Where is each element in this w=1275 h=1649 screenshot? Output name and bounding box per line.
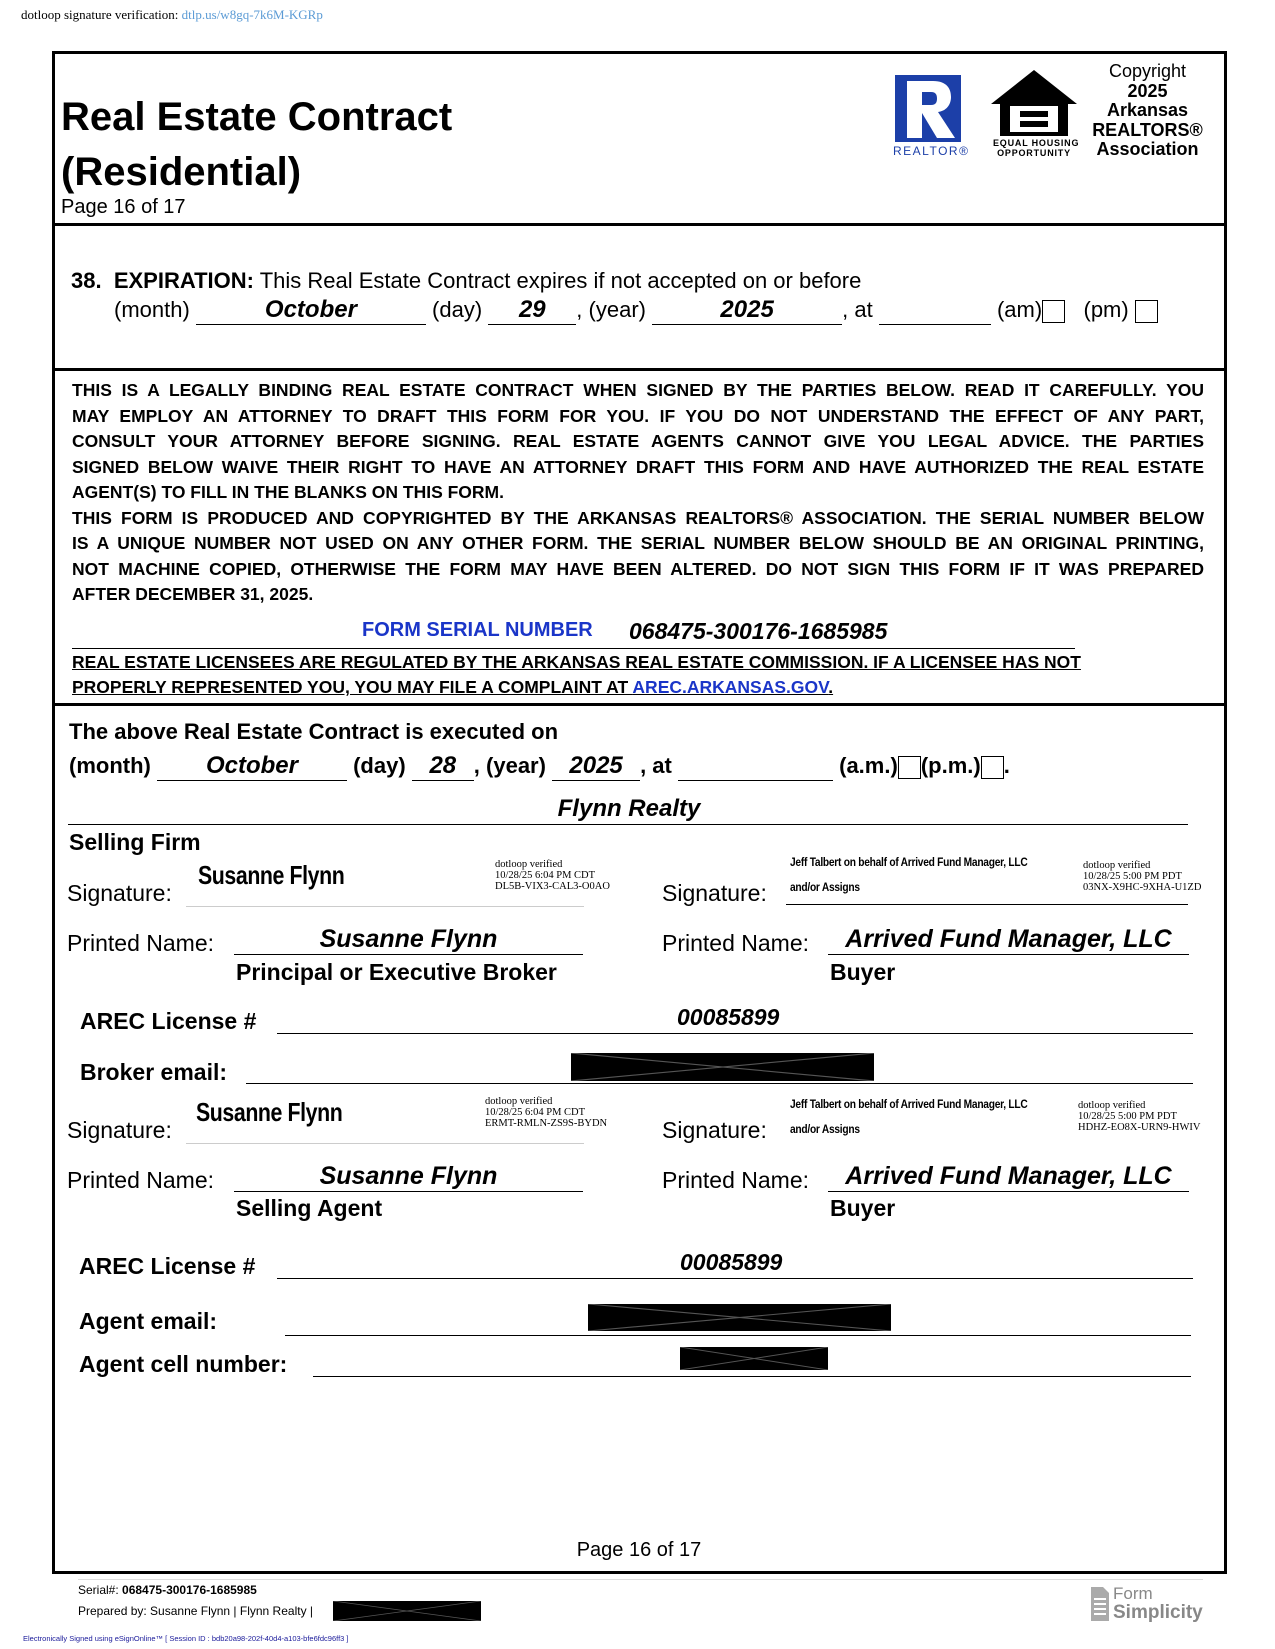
- legal-line: CONSULT YOUR ATTORNEY BEFORE SIGNING. REAL ESTATE AGENTS CANNOT GIVE YOU LEGAL ADVICE. THE PARTIES: [72, 431, 1204, 451]
- broker-license-field[interactable]: [277, 1004, 1193, 1034]
- form-simplicity-brand: [1113, 1584, 1203, 1622]
- execution-month-field[interactable]: October: [157, 752, 347, 781]
- execution-heading: The above Real Estate Contract is executed on: [69, 719, 559, 744]
- broker-email-field[interactable]: [246, 1083, 1193, 1084]
- brand-line2: Simplicity: [1113, 1602, 1203, 1623]
- clause-number: 38.: [71, 268, 102, 293]
- stamp-line: dotloop verified: [485, 1096, 553, 1107]
- page-number: Page 16 of 17: [61, 196, 186, 218]
- equal-housing-icon: [989, 68, 1079, 138]
- legal-line: SIGNED BELOW WAIVE THEIR RIGHT TO HAVE AN ATTORNEY DRAFT THIS FORM AND HAVE AUTHORIZED THE REAL ESTATE: [72, 456, 1204, 477]
- divider: [52, 223, 1227, 226]
- seller-signature[interactable]: Susanne Flynn: [198, 860, 345, 890]
- buyer-printed-name[interactable]: Arrived Fund Manager, LLC: [828, 1162, 1189, 1192]
- day-label: (day): [432, 297, 483, 322]
- copyright-notice: [1090, 62, 1205, 160]
- am-checkbox[interactable]: [898, 756, 921, 779]
- divider: [52, 703, 1227, 706]
- page-title: Real Estate Contract: [61, 95, 453, 139]
- selling-firm-name[interactable]: Flynn Realty: [557, 795, 701, 822]
- pm-label: (pm): [1083, 297, 1129, 322]
- dotloop-stamp: [495, 859, 610, 892]
- legal-line: IS A UNIQUE NUMBER NOT USED ON ANY OTHER FORM. THE SERIAL NUMBER BELOW SHOULD BE AN ORIGINAL PRINTING,: [72, 533, 1204, 553]
- at-label: , at: [842, 297, 873, 322]
- legal-line: THIS IS A LEGALLY BINDING REAL ESTATE CONTRACT WHEN SIGNED BY THE PARTIES BELOW. READ IT CAREFULLY. YOU: [72, 380, 1204, 400]
- stamp-line: dotloop verified: [1083, 860, 1151, 871]
- period: .: [1003, 753, 1010, 778]
- clause-heading: EXPIRATION:: [113, 268, 254, 293]
- expiration-time-field[interactable]: [879, 302, 991, 325]
- execution-date-line: [69, 752, 1010, 781]
- printed-name-label: Printed Name:: [662, 930, 810, 956]
- stamp-line: HDHZ-EO8X-URN9-HWIV: [1078, 1122, 1201, 1133]
- arec-license-label: AREC License #: [79, 1253, 256, 1279]
- broker-email-label: Broker email:: [80, 1059, 228, 1085]
- am-label: (a.m.): [839, 753, 898, 778]
- pm-checkbox[interactable]: [1135, 300, 1158, 323]
- year-label: , (year): [473, 753, 546, 778]
- stamp-line: 10/28/25 5:00 PM PDT: [1078, 1111, 1177, 1122]
- stamp-line: 10/28/25 5:00 PM PDT: [1083, 871, 1182, 882]
- stamp-line: 03NX-X9HC-9XHA-U1ZD: [1083, 882, 1202, 893]
- buyer-signature-line1[interactable]: Jeff Talbert on behalf of Arrived Fund Manager, LLC: [790, 855, 1028, 869]
- redaction-box: [680, 1347, 828, 1370]
- agent-email-field[interactable]: [285, 1335, 1191, 1336]
- buyer-signature-line1[interactable]: Jeff Talbert on behalf of Arrived Fund Manager, LLC: [790, 1097, 1028, 1111]
- seller-role: Principal or Executive Broker: [236, 959, 557, 985]
- stamp-line: DL5B-VIX3-CAL3-O0AO: [495, 881, 610, 892]
- redaction-box: [588, 1304, 891, 1331]
- licensee-end: .: [828, 677, 834, 697]
- redaction-box: [571, 1053, 874, 1081]
- agent-license-field[interactable]: [277, 1249, 1193, 1279]
- stamp-line: dotloop verified: [1078, 1100, 1146, 1111]
- selling-firm-label: Selling Firm: [69, 829, 201, 855]
- signature-label: Signature:: [67, 880, 172, 906]
- buyer-role: Buyer: [830, 959, 896, 985]
- buyer-signature-line2: and/or Assigns: [790, 1122, 860, 1136]
- dotloop-stamp: [1078, 1100, 1200, 1133]
- realtor-logo-icon: [895, 75, 961, 142]
- serial-label: FORM SERIAL NUMBER: [362, 619, 593, 641]
- dotloop-stamp: [485, 1096, 607, 1129]
- clause-text: This Real Estate Contract expires if not accepted on or before: [259, 268, 862, 293]
- agent-email-label: Agent email:: [79, 1308, 218, 1334]
- pm-checkbox[interactable]: [981, 756, 1004, 779]
- arec-link[interactable]: AREC.ARKANSAS.GOV: [632, 677, 829, 697]
- month-label: (month): [69, 753, 151, 778]
- legal-line: MAY EMPLOY AN ATTORNEY TO DRAFT THIS FORM FOR YOU. IF YOU DO NOT UNDERSTAND THE EFFECT OF ANY PART,: [72, 405, 1204, 426]
- copyright-line: Copyright: [1108, 61, 1187, 81]
- expiration-date-line: [114, 296, 1158, 325]
- expiration-clause: [71, 268, 861, 294]
- arec-license-label: AREC License #: [80, 1008, 257, 1034]
- month-label: (month): [114, 297, 190, 322]
- legal-notice: [72, 378, 1204, 608]
- realtor-logo-text: REALTOR®: [893, 144, 970, 158]
- agent-printed-name[interactable]: Susanne Flynn: [234, 1162, 583, 1192]
- verification-link[interactable]: dtlp.us/w8gq-7k6M-KGRp: [181, 7, 323, 22]
- equal-housing-line1: EQUAL HOUSING: [993, 138, 1080, 148]
- am-checkbox[interactable]: [1042, 300, 1065, 323]
- licensee-notice-line1: REAL ESTATE LICENSEES ARE REGULATED BY THE ARKANSAS REAL ESTATE COMMISSION. IF A LICENSEE HAS NOT: [72, 652, 1081, 672]
- equal-housing-text: [993, 138, 1080, 158]
- signature-label: Signature:: [662, 880, 767, 906]
- buyer-printed-name[interactable]: Arrived Fund Manager, LLC: [828, 925, 1189, 955]
- signature-underline: [186, 1143, 584, 1144]
- expiration-day-field[interactable]: 29: [488, 296, 576, 325]
- copyright-line: REALTORS®: [1092, 119, 1203, 140]
- seller-printed-name[interactable]: Susanne Flynn: [234, 925, 583, 955]
- printed-name-label: Printed Name:: [662, 1167, 810, 1193]
- esign-session: Electronically Signed using eSignOnline™ [ Session ID : bdb20a98-202f-40d4-a103-bfe6fdc96ff3 ]: [23, 1634, 349, 1643]
- signature-underline: [786, 904, 1188, 905]
- brand-line1: Form: [1113, 1584, 1153, 1603]
- stamp-line: 10/28/25 6:04 PM CDT: [495, 870, 596, 881]
- footer-prepared-by: Prepared by: Susanne Flynn | Flynn Realty |: [78, 1604, 314, 1618]
- agent-role: Selling Agent: [236, 1195, 383, 1221]
- footer-divider: [78, 1579, 1203, 1580]
- execution-time-field[interactable]: [678, 758, 833, 781]
- execution-day-field[interactable]: 28: [412, 752, 474, 781]
- stamp-line: ERMT-RMLN-ZS9S-BYDN: [485, 1118, 608, 1129]
- copyright-line: Arkansas: [1106, 100, 1189, 120]
- serial-value: 068475-300176-1685985: [122, 1583, 257, 1597]
- signature-underline: [186, 906, 584, 907]
- divider: [52, 368, 1227, 371]
- serial-number: 068475-300176-1685985: [629, 618, 888, 644]
- serial-label: Serial#:: [78, 1583, 119, 1597]
- printed-name-label: Printed Name:: [67, 930, 215, 956]
- year-label: , (year): [576, 297, 646, 322]
- equal-housing-line2: OPPORTUNITY: [997, 148, 1071, 158]
- stamp-line: 10/28/25 6:04 PM CDT: [485, 1107, 586, 1118]
- dotloop-stamp: [1083, 860, 1201, 893]
- form-simplicity-logo-icon: [1091, 1587, 1109, 1621]
- legal-line: AGENT(S) TO FILL IN THE BLANKS ON THIS FORM.: [72, 482, 504, 502]
- serial-underline: [72, 648, 1075, 649]
- stamp-line: dotloop verified: [495, 859, 563, 870]
- buyer-role: Buyer: [830, 1195, 896, 1221]
- dotloop-verification: [21, 7, 323, 23]
- expiration-year-field[interactable]: 2025: [652, 296, 842, 325]
- am-label: (am): [996, 297, 1043, 322]
- execution-year-field[interactable]: 2025: [552, 752, 640, 781]
- licensee-text: PROPERLY REPRESENTED YOU, YOU MAY FILE A COMPLAINT AT: [72, 677, 633, 697]
- verification-label: dotloop signature verification:: [21, 7, 179, 22]
- copyright-year: 2025: [1127, 80, 1168, 101]
- redaction-box: [333, 1601, 481, 1621]
- agent-license: 00085899: [680, 1249, 783, 1275]
- expiration-month-field[interactable]: October: [196, 296, 426, 325]
- legal-line: THIS FORM IS PRODUCED AND COPYRIGHTED BY THE ARKANSAS REALTORS® ASSOCIATION. THE SERIAL NUMBER BELOW: [72, 507, 1204, 528]
- day-label: (day): [353, 753, 406, 778]
- buyer-signature-line2: and/or Assigns: [790, 880, 860, 894]
- page-subtitle: (Residential): [61, 150, 302, 194]
- legal-line: AFTER DECEMBER 31, 2025.: [72, 584, 314, 604]
- broker-license: 00085899: [677, 1004, 780, 1030]
- signature-label: Signature:: [67, 1117, 172, 1143]
- agent-cell-field[interactable]: [313, 1376, 1191, 1377]
- pm-label: (p.m.): [920, 753, 981, 778]
- agent-signature[interactable]: Susanne Flynn: [196, 1097, 343, 1127]
- copyright-line: Association: [1096, 139, 1199, 159]
- signature-label: Signature:: [662, 1117, 767, 1143]
- printed-name-label: Printed Name:: [67, 1167, 215, 1193]
- licensee-notice-line2: [72, 677, 833, 698]
- firm-underline: [68, 824, 1188, 825]
- agent-cell-label: Agent cell number:: [79, 1351, 288, 1377]
- footer-serial: [78, 1583, 257, 1597]
- legal-line: NOT MACHINE COPIED, OTHERWISE THE FORM MAY HAVE BEEN ALTERED. DO NOT SIGN THIS FORM IF IT WAS PREPARED: [72, 558, 1204, 579]
- at-label: , at: [640, 753, 672, 778]
- page-number-footer: Page 16 of 17: [576, 1539, 702, 1561]
